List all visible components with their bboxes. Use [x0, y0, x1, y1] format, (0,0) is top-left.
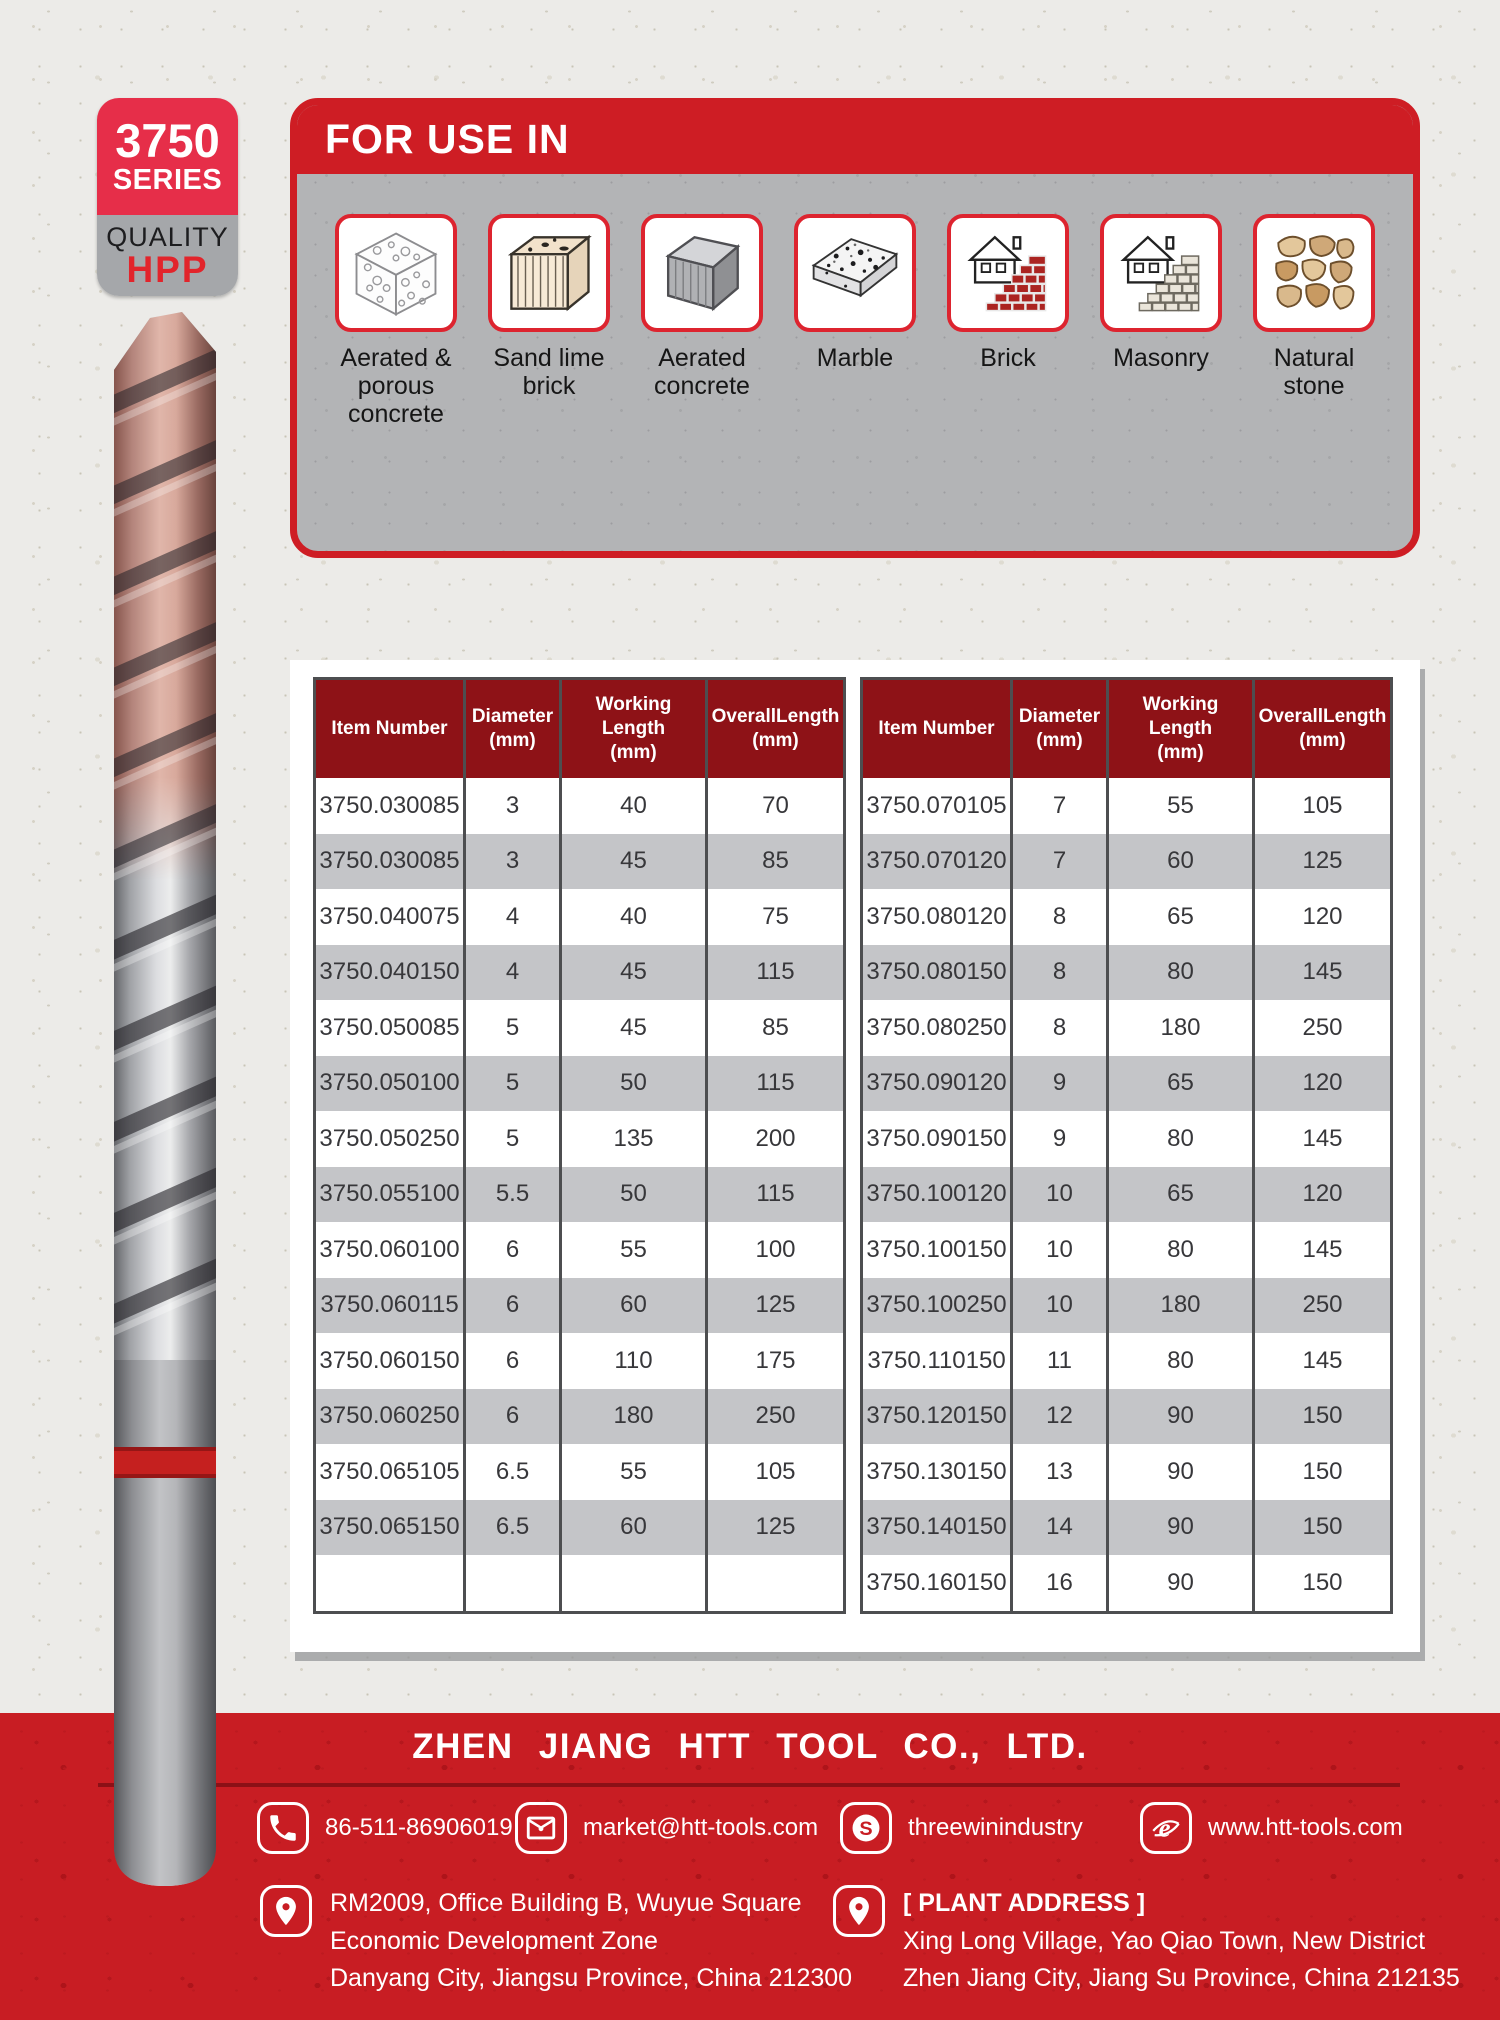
spec-cell: 3750.100150: [862, 1222, 1012, 1278]
spec-cell: 150: [1254, 1389, 1392, 1445]
contact-value: www.htt-tools.com: [1208, 1814, 1403, 1841]
spec-column-header: Diameter (mm): [465, 679, 561, 779]
spec-cell: 80: [1108, 1111, 1254, 1167]
location-pin-icon: [833, 1885, 885, 1937]
skype-icon: [840, 1802, 892, 1854]
spec-cell: [707, 1555, 845, 1612]
spec-cell: 80: [1108, 1222, 1254, 1278]
office-address-text: [330, 1885, 852, 1998]
spec-row: [315, 834, 845, 890]
material-item: [794, 214, 916, 428]
svg-text:S: S: [859, 1818, 873, 1841]
spec-row: [862, 1555, 1392, 1612]
spec-cell: 90: [1108, 1555, 1254, 1612]
browser-icon: [1140, 1802, 1192, 1854]
spec-cell: 150: [1254, 1555, 1392, 1612]
spec-row: [862, 1444, 1392, 1500]
contact-value: market@htt-tools.com: [583, 1814, 819, 1841]
spec-cell: 9: [1012, 1056, 1108, 1112]
material-label: Marble: [816, 344, 894, 372]
material-item: [1253, 214, 1375, 428]
series-badge: [97, 98, 238, 296]
material-label: Masonry: [1113, 344, 1209, 372]
spec-cell: 250: [1254, 1278, 1392, 1334]
spec-cell: 60: [1108, 834, 1254, 890]
spec-cell: 3750.070120: [862, 834, 1012, 890]
spec-cell: 80: [1108, 945, 1254, 1001]
spec-cell: 3750.080120: [862, 889, 1012, 945]
spec-row: [315, 778, 845, 834]
material-item: [1100, 214, 1222, 428]
spec-cell: 5.5: [465, 1167, 561, 1223]
spec-cell: 5: [465, 1000, 561, 1056]
spec-cell: 8: [1012, 1000, 1108, 1056]
spec-cell: 3750.065105: [315, 1444, 465, 1500]
spec-cell: 115: [707, 1056, 845, 1112]
spec-cell: 3750.060250: [315, 1389, 465, 1445]
svg-text:e: e: [1158, 1812, 1171, 1843]
spec-cell: 5: [465, 1056, 561, 1112]
spec-row: [315, 1500, 845, 1556]
spec-column-header: Item Number: [862, 679, 1012, 779]
spec-cell: [465, 1555, 561, 1612]
spec-cell: 3750.050250: [315, 1111, 465, 1167]
spec-cell: 14: [1012, 1500, 1108, 1556]
spec-cell: 90: [1108, 1444, 1254, 1500]
spec-cell: 120: [1254, 889, 1392, 945]
spec-cell: 150: [1254, 1444, 1392, 1500]
series-number: 3750: [115, 114, 220, 168]
spec-cell: 3750.040150: [315, 945, 465, 1001]
spec-cell: 10: [1012, 1167, 1108, 1223]
plant-address-text: [903, 1885, 1460, 1998]
material-label: Aerated concrete: [654, 344, 750, 400]
spec-cell: 125: [707, 1500, 845, 1556]
spec-cell: 3750.060100: [315, 1222, 465, 1278]
series-badge-bottom: [97, 215, 238, 296]
spec-cell: 3750.070105: [862, 778, 1012, 834]
email-icon: [515, 1802, 567, 1854]
spec-row: [315, 1111, 845, 1167]
spec-cell: 60: [561, 1278, 707, 1334]
spec-cell: 145: [1254, 1111, 1392, 1167]
spec-cell: 4: [465, 889, 561, 945]
spec-row: [862, 1333, 1392, 1389]
spec-cell: 75: [707, 889, 845, 945]
spec-cell: 145: [1254, 1222, 1392, 1278]
spec-row: [315, 1278, 845, 1334]
spec-cell: 3750.130150: [862, 1444, 1012, 1500]
spec-cell: 175: [707, 1333, 845, 1389]
spec-cell: 11: [1012, 1333, 1108, 1389]
spec-cell: 50: [561, 1167, 707, 1223]
spec-cell: 70: [707, 778, 845, 834]
spec-cell: 12: [1012, 1389, 1108, 1445]
spec-cell: 6: [465, 1278, 561, 1334]
spec-column-header: OverallLength (mm): [1254, 679, 1392, 779]
spec-cell: 90: [1108, 1500, 1254, 1556]
spec-row: [862, 1278, 1392, 1334]
spec-row: [862, 1056, 1392, 1112]
spec-cell: 6.5: [465, 1444, 561, 1500]
office-address-line: RM2009, Office Building B, Wuyue Square: [330, 1889, 802, 1917]
spec-cell: 6: [465, 1333, 561, 1389]
drill-bit-image: [110, 310, 220, 1890]
spec-cell: 3750.100250: [862, 1278, 1012, 1334]
spec-row: [315, 1000, 845, 1056]
spec-header-row: [862, 679, 1392, 779]
spec-cell: 3750.080150: [862, 945, 1012, 1001]
contact-value: 86-511-86906019: [325, 1814, 513, 1841]
spec-cell: 3750.030085: [315, 834, 465, 890]
spec-cell: 45: [561, 1000, 707, 1056]
plant-address-line: Zhen Jiang City, Jiang Su Province, China 212135: [903, 1964, 1460, 1992]
spec-cell: 150: [1254, 1500, 1392, 1556]
spec-cell: 13: [1012, 1444, 1108, 1500]
spec-cell: 135: [561, 1111, 707, 1167]
spec-cell: 3750.030085: [315, 778, 465, 834]
spec-cell: 180: [1108, 1000, 1254, 1056]
contact-item: [840, 1802, 1083, 1854]
footer: [0, 1713, 1500, 2020]
series-label: SERIES: [112, 164, 223, 197]
phone-icon: [257, 1802, 309, 1854]
spec-cell: 4: [465, 945, 561, 1001]
spec-cell: 3750.050100: [315, 1056, 465, 1112]
sand-lime-brick-icon: [488, 214, 610, 332]
spec-column-header: Working Length (mm): [561, 679, 707, 779]
spec-row: [862, 778, 1392, 834]
material-label: Brick: [980, 344, 1036, 372]
spec-cell: 10: [1012, 1222, 1108, 1278]
spec-cell: 40: [561, 778, 707, 834]
spec-cell: 125: [1254, 834, 1392, 890]
spec-cell: 40: [561, 889, 707, 945]
spec-cell: 120: [1254, 1056, 1392, 1112]
spec-row: [315, 945, 845, 1001]
spec-cell: 115: [707, 945, 845, 1001]
spec-cell: [561, 1555, 707, 1612]
spec-cell: 55: [561, 1222, 707, 1278]
spec-cell: 65: [1108, 889, 1254, 945]
spec-cell: 16: [1012, 1555, 1108, 1612]
spec-header-row: [315, 679, 845, 779]
plant-address-title: [ PLANT ADDRESS ]: [903, 1889, 1146, 1917]
spec-cell: 80: [1108, 1333, 1254, 1389]
spec-cell: 7: [1012, 778, 1108, 834]
spec-cell: 100: [707, 1222, 845, 1278]
spec-cell: 65: [1108, 1056, 1254, 1112]
spec-cell: [315, 1555, 465, 1612]
spec-cell: 3750.080250: [862, 1000, 1012, 1056]
masonry-icon: [1100, 214, 1222, 332]
material-label: Sand lime brick: [493, 344, 605, 400]
spec-cell: 7: [1012, 834, 1108, 890]
spec-cell: 3750.065150: [315, 1500, 465, 1556]
plant-address: [833, 1885, 1460, 1998]
for-use-in-panel: [290, 98, 1420, 558]
office-address: [260, 1885, 852, 1998]
spec-row: [315, 1444, 845, 1500]
series-badge-top: [97, 98, 238, 215]
spec-cell: 50: [561, 1056, 707, 1112]
contact-item: [515, 1802, 818, 1854]
for-use-in-header: [297, 105, 1413, 174]
spec-cell: 45: [561, 834, 707, 890]
spec-column-header: Working Length (mm): [1108, 679, 1254, 779]
contact-item: [257, 1802, 513, 1854]
spec-cell: 125: [707, 1278, 845, 1334]
material-item: [641, 214, 763, 428]
spec-cell: 110: [561, 1333, 707, 1389]
spec-cell: 180: [1108, 1278, 1254, 1334]
office-address-line: Economic Development Zone: [330, 1926, 658, 1955]
materials-row: [297, 174, 1413, 428]
spec-row: [315, 1167, 845, 1223]
spec-cell: 3750.160150: [862, 1555, 1012, 1612]
spec-cell: 6: [465, 1389, 561, 1445]
spec-cell: 85: [707, 834, 845, 890]
spec-row: [315, 1222, 845, 1278]
spec-cell: 3: [465, 834, 561, 890]
spec-row: [315, 889, 845, 945]
spec-row: [315, 1389, 845, 1445]
footer-divider: [98, 1783, 1400, 1787]
quality-value: HPP: [126, 249, 209, 291]
spec-cell: 3750.090150: [862, 1111, 1012, 1167]
contact-value: threewinindustry: [908, 1814, 1083, 1841]
material-label: Natural stone: [1273, 344, 1355, 400]
spec-tables-panel: [290, 660, 1420, 1652]
spec-row: [862, 1500, 1392, 1556]
spec-cell: 3750.110150: [862, 1333, 1012, 1389]
spec-row: [315, 1056, 845, 1112]
spec-cell: 8: [1012, 889, 1108, 945]
spec-cell: 3750.090120: [862, 1056, 1012, 1112]
office-address-line: Danyang City, Jiangsu Province, China 212300: [330, 1964, 853, 1992]
location-pin-icon: [260, 1885, 312, 1937]
spec-cell: 180: [561, 1389, 707, 1445]
spec-cell: 3750.140150: [862, 1500, 1012, 1556]
spec-cell: 3750.100120: [862, 1167, 1012, 1223]
spec-cell: 3750.050085: [315, 1000, 465, 1056]
spec-cell: 6: [465, 1222, 561, 1278]
spec-cell: 55: [1108, 778, 1254, 834]
spec-row: [862, 945, 1392, 1001]
spec-cell: 3750.060115: [315, 1278, 465, 1334]
spec-row: [862, 889, 1392, 945]
spec-cell: 85: [707, 1000, 845, 1056]
material-item: [947, 214, 1069, 428]
for-use-in-title: FOR USE IN: [325, 116, 570, 162]
spec-table-left: [313, 677, 846, 1614]
spec-cell: 60: [561, 1500, 707, 1556]
brick-icon: [947, 214, 1069, 332]
spec-cell: 105: [707, 1444, 845, 1500]
material-item: [335, 214, 457, 428]
spec-row: [315, 1333, 845, 1389]
spec-cell: 6.5: [465, 1500, 561, 1556]
spec-row: [862, 1222, 1392, 1278]
contact-item: [1140, 1802, 1403, 1854]
spec-cell: 65: [1108, 1167, 1254, 1223]
spec-row: [862, 1000, 1392, 1056]
spec-cell: 8: [1012, 945, 1108, 1001]
spec-cell: 145: [1254, 1333, 1392, 1389]
material-item: [488, 214, 610, 428]
spec-cell: 200: [707, 1111, 845, 1167]
spec-cell: 3750.060150: [315, 1333, 465, 1389]
spec-cell: 10: [1012, 1278, 1108, 1334]
natural-stone-icon: [1253, 214, 1375, 332]
aerated-porous-concrete-icon: [335, 214, 457, 332]
spec-column-header: OverallLength (mm): [707, 679, 845, 779]
spec-cell: 5: [465, 1111, 561, 1167]
spec-cell: 120: [1254, 1167, 1392, 1223]
marble-icon: [794, 214, 916, 332]
spec-cell: 115: [707, 1167, 845, 1223]
spec-row: [862, 1167, 1392, 1223]
quality-label: QUALITY: [106, 221, 229, 252]
spec-cell: 90: [1108, 1389, 1254, 1445]
spec-cell: 45: [561, 945, 707, 1001]
spec-cell: 145: [1254, 945, 1392, 1001]
plant-address-line: Xing Long Village, Yao Qiao Town, New District: [903, 1926, 1426, 1955]
spec-table-right: [860, 677, 1393, 1614]
spec-cell: 3: [465, 778, 561, 834]
spec-cell: 250: [707, 1389, 845, 1445]
spec-cell: 9: [1012, 1111, 1108, 1167]
spec-column-header: Diameter (mm): [1012, 679, 1108, 779]
spec-cell: 3750.120150: [862, 1389, 1012, 1445]
spec-cell: 55: [561, 1444, 707, 1500]
spec-cell: 3750.040075: [315, 889, 465, 945]
spec-row: [862, 834, 1392, 890]
material-label: Aerated & porous concrete: [340, 344, 452, 428]
spec-cell: 250: [1254, 1000, 1392, 1056]
spec-cell: 3750.055100: [315, 1167, 465, 1223]
aerated-concrete-icon: [641, 214, 763, 332]
spec-row: [862, 1111, 1392, 1167]
spec-row: [315, 1555, 845, 1612]
spec-cell: 105: [1254, 778, 1392, 834]
spec-row: [862, 1389, 1392, 1445]
spec-column-header: Item Number: [315, 679, 465, 779]
company-name: ZHEN JIANG HTT TOOL CO., LTD.: [412, 1727, 1088, 1766]
